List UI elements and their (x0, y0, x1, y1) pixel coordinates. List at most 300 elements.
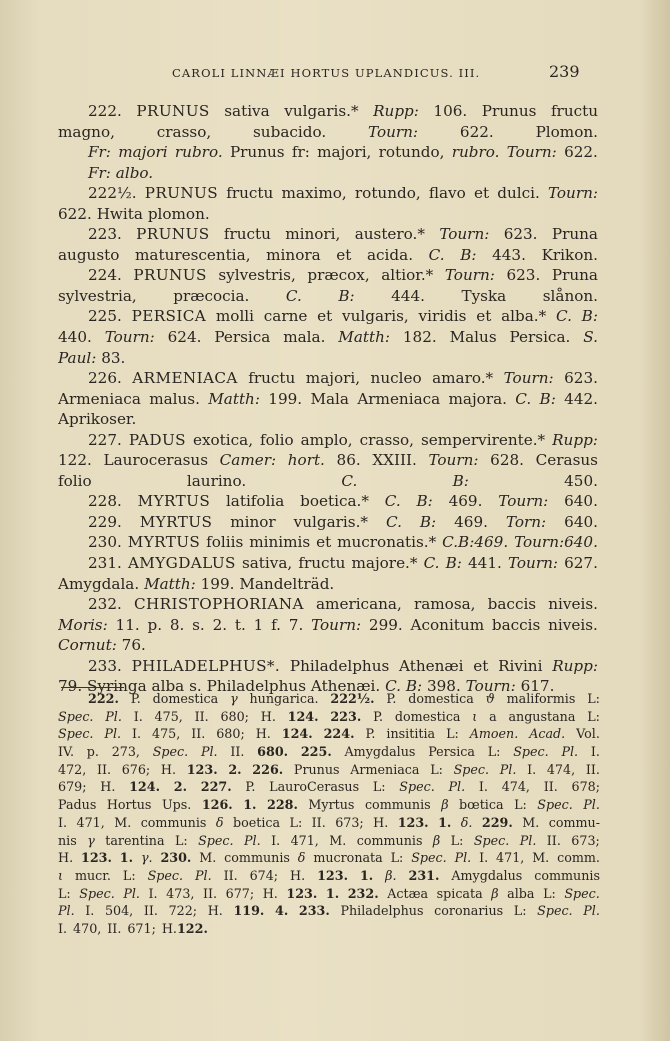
word: II. (543, 779, 558, 795)
word: 227. (200, 779, 232, 795)
word: H. (207, 903, 223, 919)
word: 624. (167, 328, 202, 347)
word: Pl. (448, 779, 466, 795)
word: Tourn: (465, 677, 516, 696)
word: Cornut: (58, 636, 117, 655)
word: II. (194, 708, 209, 724)
word: II. (203, 885, 218, 901)
word: I. (590, 744, 600, 760)
word: ι (58, 867, 63, 883)
footnote-line (58, 708, 600, 726)
word: et (316, 533, 332, 552)
word: Syringa (87, 677, 147, 696)
word: p. (147, 615, 163, 634)
word: Pl. (519, 832, 537, 848)
text-line (58, 615, 598, 636)
word: Myrtus (308, 797, 355, 813)
word: Tourn: (428, 451, 479, 470)
word: L: (174, 832, 188, 848)
word: et (473, 656, 489, 675)
word: Athenæi. (310, 677, 381, 696)
word: MYRTUS (137, 492, 211, 511)
word: 2. (173, 779, 188, 795)
word: 673; (571, 832, 600, 848)
word: PRUNUS (136, 225, 210, 244)
word: Tyska (461, 286, 507, 305)
word: communis (356, 832, 423, 848)
word: Spec. (411, 850, 447, 866)
word: 231. (88, 554, 122, 573)
word: γ (87, 832, 95, 848)
word: 199. (268, 389, 303, 408)
word: II. (230, 744, 245, 760)
word: sativa, (241, 554, 293, 573)
word: majore.* (351, 554, 418, 573)
word: Pl. (583, 903, 600, 919)
word: Spec. (147, 867, 184, 883)
word: fructu (226, 184, 274, 203)
text-line (58, 122, 598, 143)
word: M. (329, 832, 347, 848)
word: H. (373, 814, 389, 830)
word: 640. (564, 492, 598, 511)
word: 7. (288, 615, 304, 634)
word: Malus (449, 328, 497, 347)
word: 474, (501, 779, 530, 795)
footnote-line (58, 778, 600, 796)
word: Pl. (561, 744, 579, 760)
text-line (58, 348, 598, 369)
word: Hortus (106, 797, 152, 813)
footnote-line (58, 867, 600, 885)
word: 8. (169, 615, 185, 634)
word: δ (297, 850, 306, 866)
word: 233. (298, 903, 330, 919)
word: L: (390, 850, 404, 866)
word: 676; (121, 761, 151, 777)
word: L: (587, 691, 600, 706)
word: 122. (176, 920, 208, 936)
word: ramosa, (413, 595, 476, 614)
word: boetica.* (300, 492, 369, 511)
word: ARMENIACA (132, 369, 238, 388)
word: Paul: (58, 348, 97, 367)
word: Matth: (144, 574, 196, 593)
word: 680; (216, 726, 245, 742)
word: Athenæi (399, 656, 464, 675)
word: et (317, 307, 333, 326)
word: 475, (154, 708, 183, 724)
word: Tourn: (498, 492, 549, 511)
footnote-line (58, 814, 600, 832)
text-line (58, 532, 598, 553)
word: Pruna (551, 225, 598, 244)
word: Tourn: (104, 328, 155, 347)
word: AMYGDALUS (127, 554, 236, 573)
word: Mandelträd. (239, 574, 335, 593)
word: f. (271, 615, 281, 634)
word: Tourn: (444, 266, 495, 285)
text-line (58, 512, 598, 533)
word: 2. (228, 761, 242, 777)
word: baccis (491, 615, 541, 634)
text-line (58, 306, 598, 327)
word: 622. (58, 204, 92, 223)
footnote-line (58, 920, 600, 938)
word: 229. (481, 814, 513, 830)
text-line (58, 409, 598, 430)
word: Fr: (88, 163, 111, 182)
word: I. (271, 832, 281, 848)
word: rotundo, (378, 143, 445, 162)
word: 228. (267, 797, 298, 813)
word: communis (224, 850, 290, 866)
word: 76. (121, 636, 146, 655)
word: 673; (335, 814, 364, 830)
word: L: (587, 708, 600, 724)
word: majora. (448, 389, 507, 408)
word: Amygdalus (451, 867, 523, 883)
word: C. (385, 512, 402, 531)
word: Spec. (537, 797, 573, 813)
footnote-line (58, 832, 600, 850)
word: fructu (223, 225, 271, 244)
word: sativa (224, 102, 270, 120)
word: Tourn: (439, 225, 490, 244)
text-line (58, 471, 598, 492)
word: B: (539, 389, 556, 408)
word: β (432, 832, 441, 848)
word: Pl. (194, 867, 212, 883)
footnotes (58, 690, 600, 938)
word: minimis (249, 533, 311, 552)
word: L: (513, 903, 527, 919)
word: 223. (88, 225, 122, 244)
word: folio (58, 471, 92, 490)
word: viridis (418, 307, 467, 326)
word: Persica. (509, 328, 571, 347)
word: 124. (129, 779, 161, 795)
word: Aconitum (410, 615, 485, 634)
word: II. (585, 761, 600, 777)
word: IV. (58, 744, 74, 760)
word: 680; (220, 708, 249, 724)
word: domestica (152, 691, 219, 706)
word: β (441, 797, 449, 813)
word: rubro. (451, 143, 500, 162)
word: Philadelphus (289, 656, 390, 675)
word: Pl. (200, 744, 218, 760)
word: L: (58, 885, 71, 901)
word: Pl. (123, 885, 140, 901)
word: domestica (394, 708, 461, 724)
word: 222½. (330, 691, 375, 706)
word: vulgaris.* (284, 102, 359, 120)
word: Matth: (338, 328, 390, 347)
word: Spec. (79, 885, 115, 901)
text-line (58, 265, 598, 286)
word: mucronatis.* (337, 533, 437, 552)
word: ϑ (485, 691, 495, 706)
word: laurino. (186, 471, 247, 490)
word: Amygdalus (344, 744, 416, 760)
word: maximo, (281, 184, 347, 203)
text-line (58, 101, 598, 122)
word: 86. (336, 451, 361, 470)
word: 123. (286, 885, 318, 901)
word: 623. (503, 225, 538, 244)
word: 1. (359, 867, 374, 883)
word: PERSICA (131, 307, 207, 326)
word: P. (245, 779, 256, 795)
word: P. (373, 708, 384, 724)
word: Philadelphus (340, 903, 424, 919)
word: Acad. (529, 726, 566, 742)
word: Pl. (104, 726, 122, 742)
word: S. (583, 328, 598, 347)
word: M. (532, 850, 550, 866)
word: baccis (487, 595, 537, 614)
word: I. (58, 920, 68, 936)
footnote-line (58, 690, 600, 708)
word: majori, (305, 369, 361, 388)
word: C. (515, 389, 532, 408)
text-line (58, 327, 598, 348)
word: exotica, (192, 430, 254, 449)
word: H. (161, 920, 177, 936)
word: γ (230, 691, 238, 706)
word: Amoen. (469, 726, 519, 742)
word: 1. (243, 797, 257, 813)
word: 124. (287, 708, 319, 724)
word: crasso, (156, 122, 212, 141)
word: 222. (88, 691, 119, 706)
word: maturescentia, (135, 245, 251, 264)
word: flavo (428, 184, 466, 203)
text-line (58, 574, 598, 595)
word: et (336, 245, 352, 264)
word: H. (160, 761, 177, 777)
word: folio (260, 430, 294, 449)
word: Pl. (583, 797, 600, 813)
word: B: (416, 492, 433, 511)
word: 678; (571, 779, 600, 795)
word: Tourn: (507, 554, 558, 573)
word: s. (189, 677, 202, 696)
word: sylvestria, (58, 286, 137, 305)
word: I. (527, 761, 537, 777)
word: niveis. (548, 615, 598, 634)
word: Hwita (96, 204, 143, 223)
word: XXIII. (372, 451, 417, 470)
footnote-line (58, 885, 600, 903)
word: II. (143, 903, 158, 919)
footnote-rule (61, 687, 124, 688)
word: commu- (548, 814, 600, 830)
word: crasso, (359, 430, 415, 449)
word: sempervirente.* (421, 430, 546, 449)
word: 124. (281, 726, 313, 742)
main-text (58, 101, 598, 697)
word: molli (215, 307, 255, 326)
word: L: (450, 832, 464, 848)
text-line (58, 163, 598, 184)
word: 223. (330, 708, 362, 724)
word: 474, (546, 761, 576, 777)
word: Spec. (152, 744, 189, 760)
word: M. (522, 814, 540, 830)
word: MYRTUS (127, 533, 201, 552)
word: Tourn: (503, 369, 554, 388)
word: Prunus (293, 761, 340, 777)
word: II. (107, 920, 122, 936)
word: p. (86, 744, 99, 760)
word: L: (372, 779, 386, 795)
running-title: CAROLI LINNÆI HORTUS UPLANDICUS. III. (172, 66, 481, 80)
word: fructu (298, 554, 346, 573)
word: tarentina (105, 832, 165, 848)
word: Krikon. (541, 245, 598, 264)
word: L: (514, 797, 527, 813)
word: 628. (490, 451, 524, 470)
word: Fr: (88, 143, 111, 162)
word: et (476, 307, 492, 326)
word: fructu (550, 102, 598, 120)
word: I. (133, 708, 143, 724)
word: hungarica. (249, 691, 319, 706)
word: Rivini (498, 656, 543, 675)
word: 1 (253, 615, 264, 634)
word: C. (341, 471, 358, 490)
word: Moris: (58, 615, 108, 634)
word: 230. (88, 533, 122, 552)
word: insititia (386, 726, 436, 742)
word: præcocia. (173, 286, 250, 305)
word: bœtica (459, 797, 504, 813)
word: L: (543, 885, 556, 901)
word: C. (385, 677, 401, 696)
footnote-line (58, 743, 600, 761)
word: 469. (448, 492, 483, 511)
word: Pl. (454, 850, 472, 866)
word: Pruna (551, 266, 598, 285)
word: majori (118, 143, 168, 162)
word: 182. (402, 328, 437, 347)
word: M. (114, 814, 132, 830)
word: Mala (310, 389, 349, 408)
word: 222. (88, 102, 122, 120)
word: rotundo, (354, 184, 421, 203)
word: 1. (119, 850, 134, 866)
word: latifolia (225, 492, 285, 511)
word: mucr. (74, 867, 111, 883)
word: 224. (323, 726, 355, 742)
word: angustana (508, 708, 576, 724)
word: minori, (285, 225, 341, 244)
word: minor (230, 512, 276, 531)
word: 2. (212, 615, 228, 634)
word: fructu (248, 369, 296, 388)
word: 674; (249, 867, 279, 883)
word: carne (263, 307, 308, 326)
word: L: (289, 814, 303, 830)
word: 680. (257, 744, 289, 760)
word: II. (546, 832, 561, 848)
word: Prunus (229, 143, 285, 162)
word: vulgaris.* (293, 512, 369, 531)
word: 122. (58, 451, 92, 470)
text-line (58, 142, 598, 163)
text-line (58, 430, 598, 451)
word: 671; (127, 920, 156, 936)
word: B: (338, 286, 355, 305)
word: Persica (214, 328, 271, 347)
word: B: (581, 307, 598, 326)
word: CHRISTOPHORIANA (133, 595, 304, 614)
word: Camer: (219, 451, 277, 470)
word: mala. (283, 328, 326, 347)
word: domestica (408, 691, 474, 706)
word: Vol. (576, 726, 600, 742)
text-line (58, 389, 598, 410)
word: I. (478, 779, 488, 795)
word: 123. (317, 867, 349, 883)
word: 471, (76, 814, 105, 830)
word: 472, (58, 761, 87, 777)
word: alba.* (501, 307, 547, 326)
word: a (489, 708, 497, 724)
word: B: (452, 471, 469, 490)
word: 230. (160, 850, 192, 866)
word: 225. (300, 744, 332, 760)
word: 119. (233, 903, 265, 919)
word: Spec. (58, 708, 94, 724)
word: Tourn:640. (514, 533, 598, 552)
word: s. (192, 615, 205, 634)
word: communis (364, 797, 431, 813)
word: 226. (252, 761, 284, 777)
word: Torn: (505, 512, 547, 531)
word: Laurocerasus (103, 451, 208, 470)
word: sylvestris, (218, 266, 296, 285)
word: L: (122, 867, 136, 883)
word: austero.* (354, 225, 425, 244)
word: 504, (104, 903, 134, 919)
word: nucleo (370, 369, 422, 388)
word: Pl. (58, 903, 75, 919)
word: 273, (111, 744, 140, 760)
word: 79. (58, 677, 83, 696)
word: I. (148, 885, 158, 901)
footnote-line (58, 761, 600, 779)
word: Prunus (481, 102, 537, 120)
word: P. (130, 691, 141, 706)
word: americana, (316, 595, 402, 614)
footnote-line (58, 725, 600, 743)
text-line (58, 635, 598, 656)
word: Actæa (387, 885, 429, 901)
word: foliis (206, 533, 244, 552)
word: præcox, (307, 266, 370, 285)
word: Tourn: (368, 122, 419, 141)
word: plomon. (147, 204, 210, 223)
word: magno, (58, 122, 115, 141)
word: Spec. (473, 832, 510, 848)
word: Cerasus (535, 451, 598, 470)
word: rubro. (174, 143, 223, 162)
word: 471, (496, 850, 525, 866)
word: M. (199, 850, 217, 866)
